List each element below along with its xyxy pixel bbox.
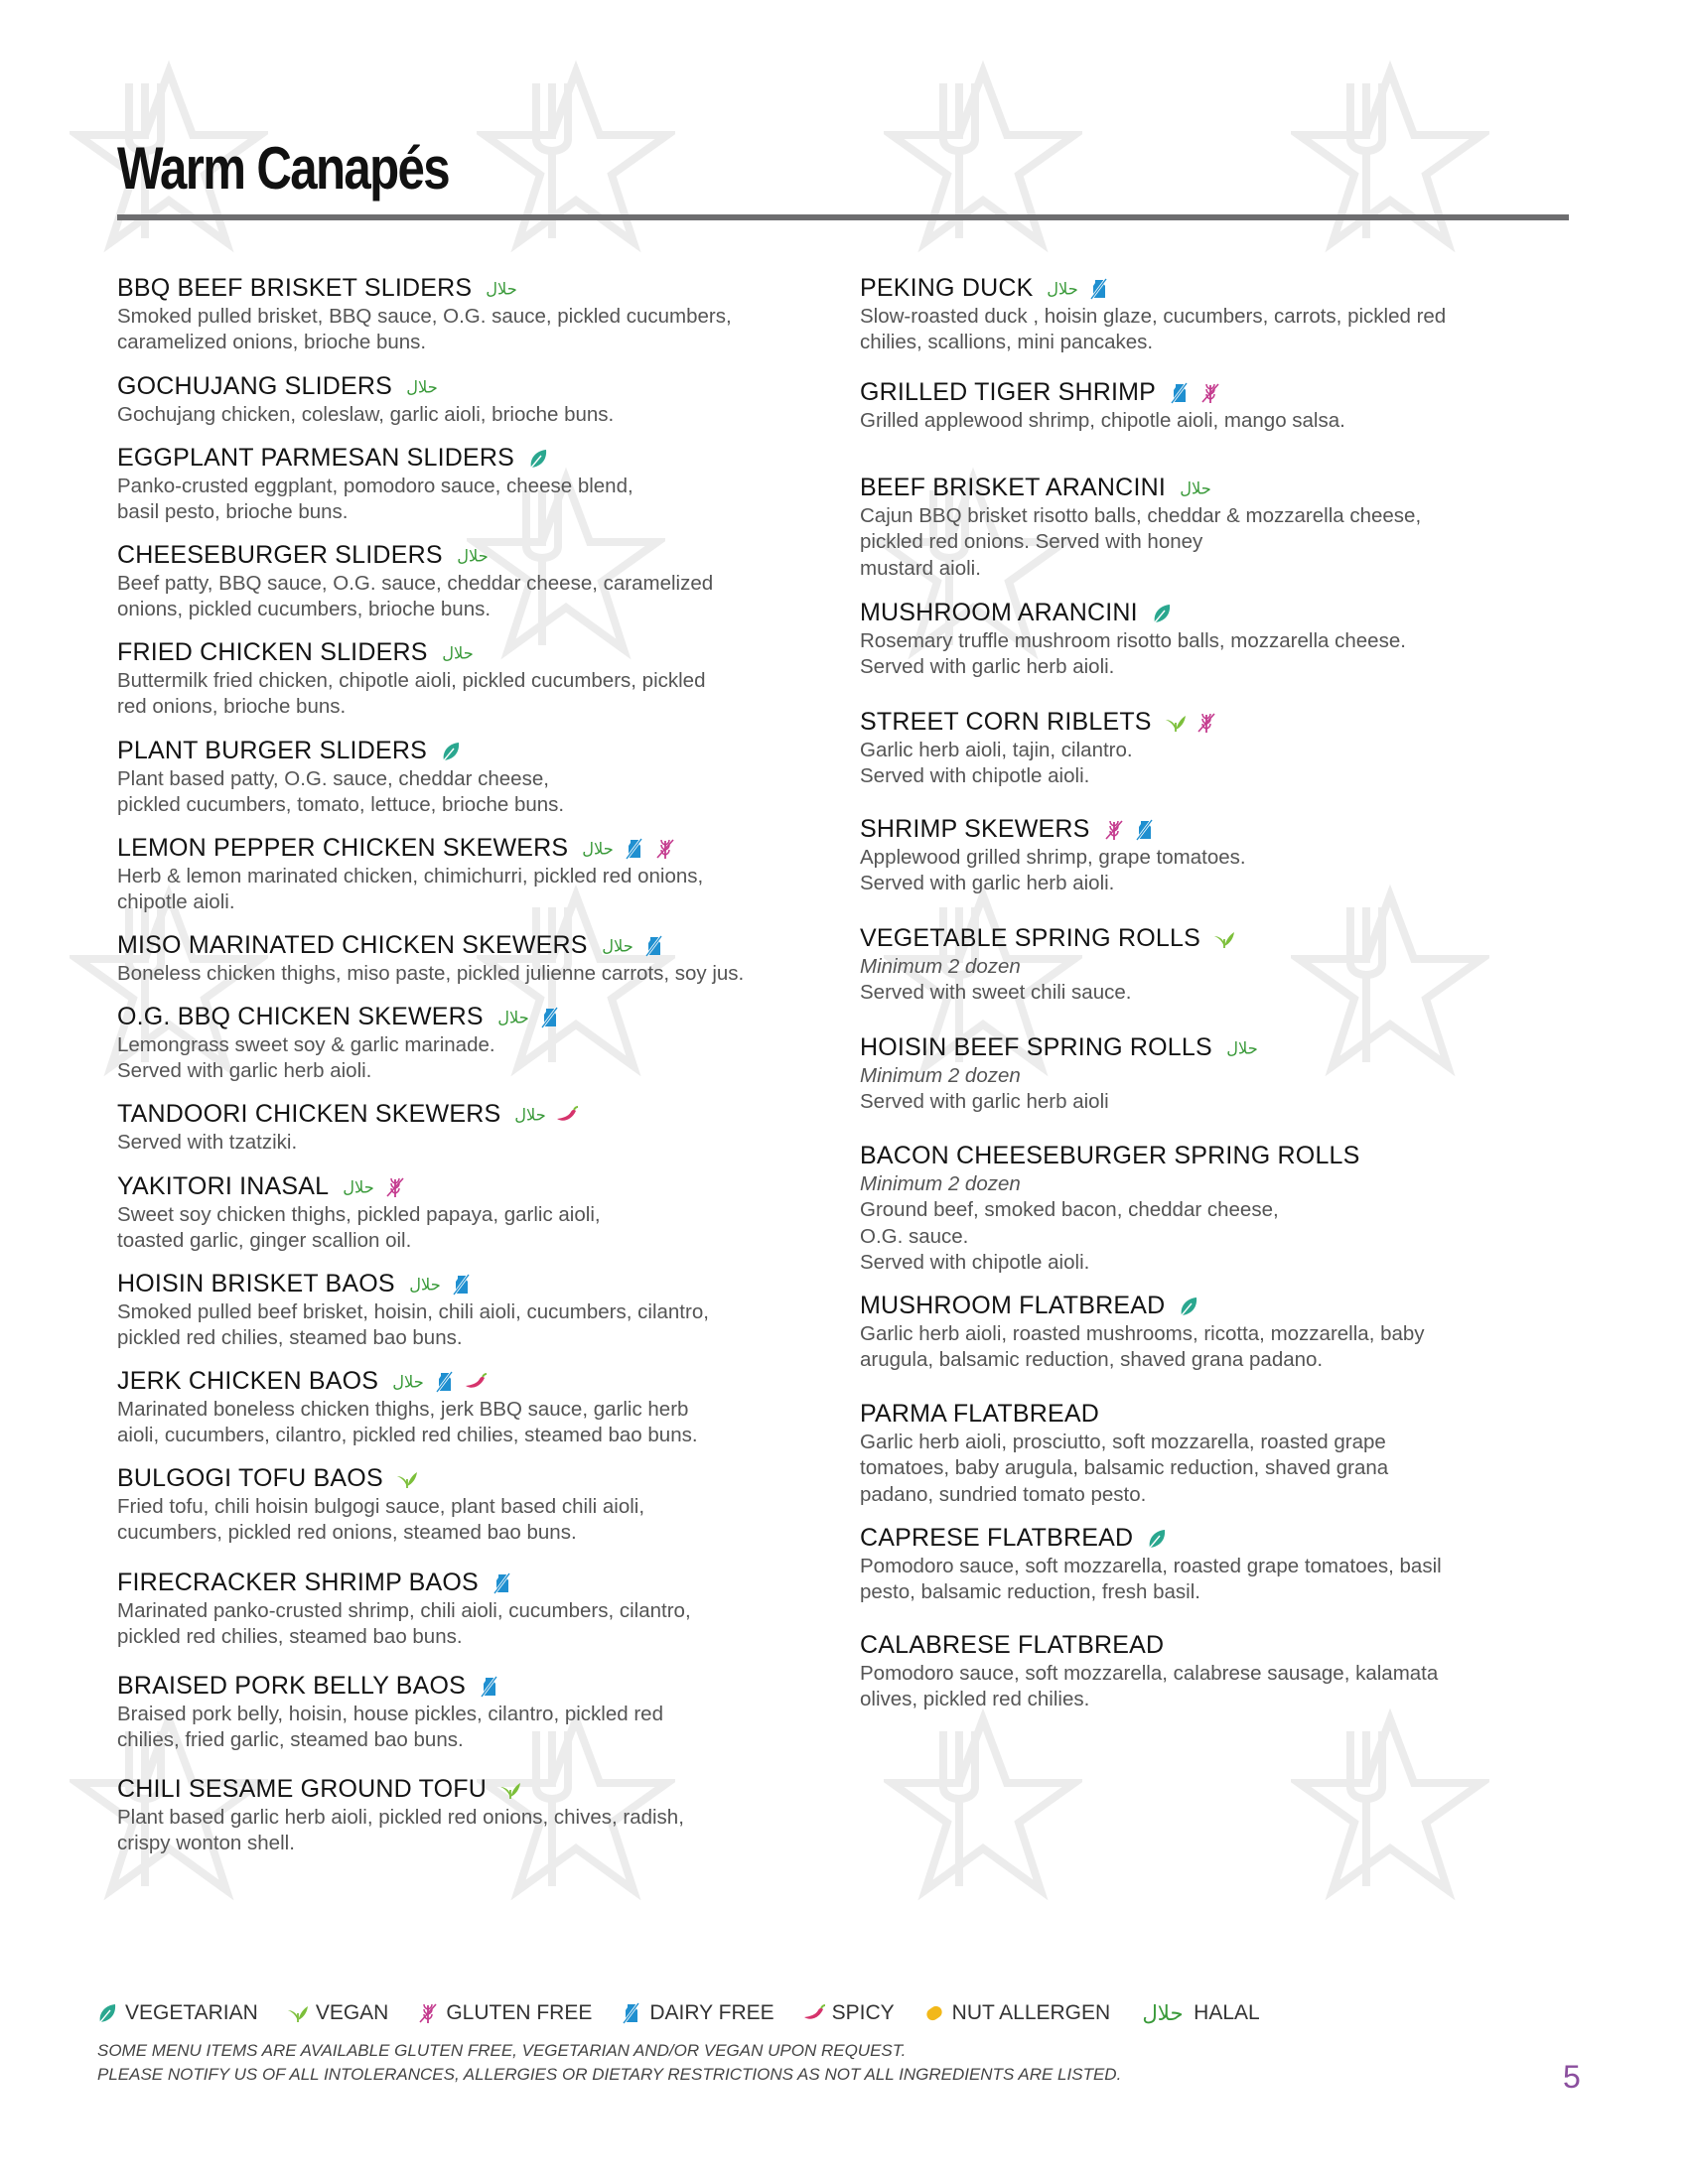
menu-item-description: chilies, scallions, mini pancakes.	[860, 331, 1154, 354]
vegetarian-icon	[439, 740, 463, 763]
menu-item-description: red onions, brioche buns.	[117, 695, 347, 719]
menu-item-description: Cajun BBQ brisket risotto balls, cheddar & mozzarella cheese,	[860, 503, 1422, 527]
dietary-icons	[407, 1269, 481, 1299]
menu-item-title	[860, 706, 1575, 738]
menu-item-title	[117, 832, 832, 864]
dairy-free-icon	[1133, 818, 1157, 842]
halal-glyph: حلال	[514, 1105, 547, 1125]
menu-item	[117, 539, 832, 623]
menu-item	[860, 272, 1575, 356]
halal-glyph: حلال	[392, 1372, 424, 1392]
menu-item-description: Grilled applewood shrimp, chipotle aioli, mango salsa.	[860, 408, 1345, 432]
legend-item	[1138, 2000, 1260, 2026]
menu-item-name: BEEF BRISKET ARANCINI	[860, 473, 1166, 501]
menu-item-description: Plant based patty, O.G. sauce, cheddar cheese,	[117, 766, 549, 790]
menu-item-description: Sweet soy chicken thighs, pickled papaya, garlic aioli,	[117, 1202, 601, 1226]
watermark-icon	[1291, 1707, 1489, 1906]
menu-item-name: PLANT BURGER SLIDERS	[117, 736, 427, 764]
vegan-icon	[1164, 711, 1188, 735]
dietary-icons	[1177, 1291, 1207, 1321]
menu-item-name: CHEESEBURGER SLIDERS	[117, 540, 443, 569]
minimum-order-note: Minimum 2 dozen	[860, 1171, 1021, 1195]
menu-item-title	[860, 813, 1575, 845]
menu-item-title	[860, 922, 1575, 954]
dietary-icons	[1178, 473, 1220, 503]
dairy-free-icon	[1087, 277, 1111, 301]
legend-label: VEGETARIAN	[125, 2001, 258, 2024]
menu-item-name: EGGPLANT PARMESAN SLIDERS	[117, 443, 515, 472]
menu-item-description: pesto, balsamic reduction, fresh basil.	[860, 1580, 1200, 1604]
menu-item-description: Pomodoro sauce, soft mozzarella, calabrese sausage, kalamata	[860, 1661, 1439, 1685]
menu-item-name: PARMA FLATBREAD	[860, 1399, 1100, 1428]
dietary-icons	[478, 1671, 508, 1702]
menu-item-description: pickled red chilies, steamed bao buns.	[117, 1625, 463, 1649]
menu-item-title	[117, 539, 832, 571]
menu-item-description: mustard aioli.	[860, 556, 981, 580]
menu-item-title	[860, 1398, 1575, 1430]
gluten-free-icon	[383, 1175, 407, 1199]
menu-item-title	[860, 472, 1575, 503]
halal-glyph: حلال	[441, 643, 474, 663]
dietary-legend	[95, 1997, 1288, 2029]
menu-item-description: olives, pickled red chilies.	[860, 1688, 1090, 1711]
menu-item-title	[860, 1629, 1575, 1661]
menu-item-name: PEKING DUCK	[860, 273, 1034, 302]
menu-item-name: CALABRESE FLATBREAD	[860, 1630, 1165, 1659]
legend-label: NUT ALLERGEN	[951, 2001, 1111, 2024]
menu-item	[117, 1773, 832, 1857]
menu-item-description: Marinated panko-crusted shrimp, chili aioli, cucumbers, cilantro,	[117, 1598, 691, 1622]
menu-item-description: basil pesto, brioche buns.	[117, 500, 349, 524]
dietary-icons	[439, 736, 470, 766]
dairy-free-icon	[623, 837, 646, 861]
halal-glyph: حلال	[456, 546, 489, 566]
menu-item	[117, 1670, 832, 1754]
dietary-icons	[395, 1463, 426, 1494]
footnote-line-2: PLEASE NOTIFY US OF ALL INTOLERANCES, ALLERGIES OR DIETARY RESTRICTIONS AS NOT ALL INGREDIENTS ARE LISTED.	[97, 2065, 1122, 2084]
menu-item-title	[860, 597, 1575, 628]
menu-item-name: VEGETABLE SPRING ROLLS	[860, 923, 1200, 952]
dietary-icons	[526, 443, 557, 474]
dietary-icons	[1150, 598, 1181, 628]
vegetarian-icon	[1177, 1295, 1200, 1318]
dietary-icons	[1212, 923, 1243, 954]
halal-glyph: حلال	[1226, 1038, 1258, 1058]
menu-item-title	[860, 1031, 1575, 1063]
watermark-icon	[884, 1707, 1082, 1906]
halal-glyph: حلال	[1142, 2001, 1184, 2026]
dietary-icons	[404, 371, 447, 402]
dairy-free-icon	[478, 1675, 501, 1699]
menu-item-description: Garlic herb aioli, tajin, cilantro.	[860, 738, 1133, 761]
menu-item-name: YAKITORI INASAL	[117, 1171, 330, 1200]
menu-item-description: pickled red chilies, steamed bao buns.	[117, 1326, 463, 1350]
menu-item-name: BBQ BEEF BRISKET SLIDERS	[117, 273, 473, 302]
halal-icon	[512, 1105, 548, 1125]
dietary-icons	[1164, 707, 1225, 738]
menu-item-description: Smoked pulled beef brisket, hoisin, chili aioli, cucumbers, cilantro,	[117, 1299, 709, 1323]
menu-item-description: Boneless chicken thighs, miso paste, pickled julienne carrots, soy jus.	[117, 961, 745, 985]
gluten-free-icon	[653, 837, 677, 861]
dietary-icons	[498, 1774, 529, 1805]
menu-item-description: onions, pickled cucumbers, brioche buns.	[117, 598, 492, 621]
menu-item-description: pickled cucumbers, tomato, lettuce, brioche buns.	[117, 793, 565, 817]
halal-glyph: حلال	[582, 839, 615, 859]
legend-item	[286, 2001, 389, 2025]
menu-item-title	[117, 1462, 832, 1494]
menu-item	[860, 1031, 1575, 1116]
gluten-free-icon	[416, 2001, 440, 2025]
menu-item	[117, 1567, 832, 1651]
dietary-icons	[1145, 1523, 1176, 1554]
menu-item	[860, 706, 1575, 790]
halal-icon	[1138, 2000, 1188, 2026]
menu-item-title	[117, 1365, 832, 1397]
menu-item	[117, 1365, 832, 1449]
dairy-free-icon	[450, 1273, 474, 1297]
nut-allergen-icon	[922, 2001, 946, 2025]
legend-label: DAIRY FREE	[649, 2001, 774, 2024]
menu-item	[117, 1462, 832, 1547]
menu-item-name: BULGOGI TOFU BAOS	[117, 1463, 383, 1492]
menu-item-title	[117, 1170, 832, 1202]
menu-item-description: tomatoes, baby arugula, balsamic reduction, shaved grana	[860, 1456, 1389, 1480]
menu-item-description: O.G. sauce.	[860, 1224, 969, 1248]
halal-icon	[390, 1372, 426, 1392]
menu-item-title	[117, 442, 832, 474]
menu-item-description: Applewood grilled shrimp, grape tomatoes.	[860, 845, 1246, 869]
minimum-order-note: Minimum 2 dozen	[860, 954, 1021, 978]
vegetarian-icon	[1145, 1527, 1169, 1551]
spicy-icon	[464, 1370, 488, 1394]
menu-item-description: Marinated boneless chicken thighs, jerk BBQ sauce, garlic herb	[117, 1397, 689, 1421]
vegan-icon	[286, 2001, 310, 2025]
menu-item-name: HOISIN BEEF SPRING ROLLS	[860, 1032, 1212, 1061]
menu-item-description: chipotle aioli.	[117, 890, 235, 914]
menu-item-name: BACON CHEESEBURGER SPRING ROLLS	[860, 1141, 1360, 1169]
gluten-free-icon	[1102, 818, 1126, 842]
halal-glyph: حلال	[1047, 279, 1079, 299]
menu-item	[117, 442, 832, 526]
page-title: Warm Canapés	[117, 135, 449, 202]
menu-item-description: cucumbers, pickled red onions, steamed bao buns.	[117, 1521, 577, 1545]
menu-item	[860, 597, 1575, 681]
menu-item-title	[860, 272, 1575, 304]
halal-icon	[1045, 279, 1080, 299]
menu-item-name: GOCHUJANG SLIDERS	[117, 371, 393, 400]
menu-item	[117, 1098, 832, 1156]
menu-item-title	[117, 370, 832, 402]
menu-item-name: LEMON PEPPER CHICKEN SKEWERS	[117, 833, 569, 862]
menu-item	[860, 1140, 1575, 1277]
halal-icon	[455, 546, 491, 566]
legend-label: SPICY	[831, 2001, 895, 2024]
menu-item-description: Rosemary truffle mushroom risotto balls, mozzarella cheese.	[860, 628, 1406, 652]
legend-item	[620, 2001, 774, 2025]
menu-item-description: Panko-crusted eggplant, pomodoro sauce, cheese blend,	[117, 474, 633, 497]
menu-item-description: Served with garlic herb aioli.	[117, 1059, 372, 1083]
halal-icon	[404, 377, 440, 397]
menu-item-name: GRILLED TIGER SHRIMP	[860, 377, 1157, 406]
menu-item	[117, 1170, 832, 1255]
menu-item	[860, 1522, 1575, 1606]
menu-item-name: STREET CORN RIBLETS	[860, 707, 1152, 736]
watermark-icon	[1291, 60, 1489, 258]
menu-item	[117, 272, 832, 356]
menu-item-description: Served with garlic herb aioli	[860, 1090, 1109, 1114]
menu-item-description: Served with tzatziki.	[117, 1130, 298, 1154]
menu-item-name: JERK CHICKEN BAOS	[117, 1366, 379, 1395]
menu-item	[117, 636, 832, 721]
menu-item-title	[117, 1670, 832, 1702]
dietary-icons	[1224, 1032, 1267, 1063]
dietary-icons	[1102, 814, 1164, 845]
menu-item-name: MUSHROOM ARANCINI	[860, 598, 1138, 626]
menu-item-description: Braised pork belly, hoisin, house pickles, cilantro, pickled red	[117, 1702, 663, 1725]
menu-item-description: padano, sundried tomato pesto.	[860, 1482, 1147, 1506]
dietary-icons	[1045, 273, 1118, 304]
menu-item-description: Served with garlic herb aioli.	[860, 872, 1115, 895]
menu-item-description: Buttermilk fried chicken, chipotle aioli, pickled cucumbers, pickled	[117, 668, 706, 692]
halal-icon	[495, 1008, 531, 1027]
menu-item-title	[117, 1773, 832, 1805]
dairy-free-icon	[1168, 381, 1192, 405]
menu-item	[117, 735, 832, 819]
gluten-free-icon	[1195, 711, 1218, 735]
spicy-icon	[555, 1103, 579, 1127]
menu-item-description: toasted garlic, ginger scallion oil.	[117, 1229, 412, 1253]
menu-item-title	[860, 1290, 1575, 1321]
halal-glyph: حلال	[601, 936, 633, 956]
menu-item-title	[117, 272, 832, 304]
halal-icon	[1178, 478, 1213, 498]
menu-item	[117, 929, 832, 987]
menu-item-name: HOISIN BRISKET BAOS	[117, 1269, 395, 1297]
menu-item-description: Served with sweet chili sauce.	[860, 981, 1132, 1005]
legend-label: GLUTEN FREE	[446, 2001, 593, 2024]
halal-icon	[600, 936, 635, 956]
menu-item-description: Herb & lemon marinated chicken, chimichurri, pickled red onions,	[117, 864, 704, 887]
menu-item	[860, 922, 1575, 1007]
menu-item-description: Smoked pulled brisket, BBQ sauce, O.G. sauce, pickled cucumbers,	[117, 304, 732, 328]
menu-item-description: arugula, balsamic reduction, shaved grana padano.	[860, 1348, 1324, 1372]
vegetarian-icon	[526, 447, 550, 471]
menu-item-description: Served with chipotle aioli.	[860, 1251, 1090, 1275]
legend-item	[95, 2001, 258, 2025]
halal-icon	[484, 279, 519, 299]
halal-glyph: حلال	[343, 1177, 374, 1197]
menu-item-title	[117, 636, 832, 668]
halal-icon	[341, 1177, 376, 1197]
dairy-free-icon	[620, 2001, 643, 2025]
menu-item-name: FIRECRACKER SHRIMP BAOS	[117, 1568, 479, 1596]
dietary-icons	[341, 1171, 414, 1202]
menu-item-name: O.G. BBQ CHICKEN SKEWERS	[117, 1002, 484, 1030]
menu-item	[117, 1268, 832, 1352]
spicy-icon	[802, 2001, 826, 2025]
dietary-icons	[455, 540, 497, 571]
legend-item	[922, 2001, 1111, 2025]
menu-item	[860, 813, 1575, 897]
menu-item	[117, 370, 832, 428]
menu-item-name: TANDOORI CHICKEN SKEWERS	[117, 1099, 501, 1128]
menu-item-name: MUSHROOM FLATBREAD	[860, 1291, 1166, 1319]
menu-item-description: crispy wonton shell.	[117, 1832, 295, 1855]
menu-item-name: BRAISED PORK BELLY BAOS	[117, 1671, 467, 1700]
menu-item	[117, 832, 832, 916]
footnote-line-1: SOME MENU ITEMS ARE AVAILABLE GLUTEN FREE, VEGETARIAN AND/OR VEGAN UPON REQUEST.	[97, 2041, 907, 2060]
menu-item-description: caramelized onions, brioche buns.	[117, 331, 427, 354]
menu-item-title	[117, 1567, 832, 1598]
dietary-icons	[491, 1568, 521, 1598]
vegan-icon	[1212, 927, 1236, 951]
menu-item-name: CHILI SESAME GROUND TOFU	[117, 1774, 487, 1803]
menu-item-description: Garlic herb aioli, roasted mushrooms, ricotta, mozzarella, baby	[860, 1321, 1425, 1345]
dairy-free-icon	[538, 1006, 562, 1029]
menu-item-description: Served with garlic herb aioli.	[860, 655, 1115, 679]
halal-icon	[580, 839, 616, 859]
menu-item-description: chilies, fried garlic, steamed bao buns.	[117, 1728, 464, 1752]
menu-item-name: SHRIMP SKEWERS	[860, 814, 1090, 843]
vegan-icon	[498, 1778, 522, 1802]
menu-item	[860, 1290, 1575, 1374]
menu-item-description: Served with chipotle aioli.	[860, 764, 1090, 788]
vegetarian-icon	[95, 2001, 119, 2025]
menu-item-description: Slow-roasted duck , hoisin glaze, cucumbers, carrots, pickled red	[860, 304, 1447, 328]
halal-glyph: حلال	[486, 279, 517, 299]
page-number: 5	[1563, 2059, 1581, 2095]
menu-item-description: Gochujang chicken, coleslaw, garlic aioli, brioche buns.	[117, 402, 615, 426]
menu-item-description: Garlic herb aioli, prosciutto, soft mozzarella, roasted grape	[860, 1430, 1386, 1453]
halal-glyph: حلال	[497, 1008, 529, 1027]
menu-item	[117, 1001, 832, 1085]
halal-icon	[1224, 1038, 1260, 1058]
halal-glyph: حلال	[1180, 478, 1211, 498]
dairy-free-icon	[642, 934, 666, 958]
dietary-icons	[495, 1002, 569, 1032]
menu-item	[860, 472, 1575, 582]
menu-item-description: Beef patty, BBQ sauce, O.G. sauce, cheddar cheese, caramelized	[117, 571, 714, 595]
vegan-icon	[395, 1467, 419, 1491]
watermark-icon	[884, 60, 1082, 258]
legend-item	[416, 2001, 592, 2025]
menu-item-description: Lemongrass sweet soy & garlic marinade.	[117, 1032, 495, 1056]
dietary-icons	[484, 273, 526, 304]
dietary-icons	[440, 637, 483, 668]
menu-item	[860, 376, 1575, 434]
menu-item-title	[117, 929, 832, 961]
menu-item-title	[117, 735, 832, 766]
legend-label: HALAL	[1194, 2001, 1260, 2024]
halal-icon	[407, 1275, 443, 1295]
menu-item-title	[860, 376, 1575, 408]
legend-label: VEGAN	[315, 2001, 389, 2024]
gluten-free-icon	[1198, 381, 1222, 405]
dietary-icons	[390, 1366, 494, 1397]
menu-item	[860, 1398, 1575, 1508]
dairy-free-icon	[433, 1370, 457, 1394]
dairy-free-icon	[491, 1571, 514, 1595]
legend-item	[802, 2001, 895, 2025]
menu-item-name: FRIED CHICKEN SLIDERS	[117, 637, 428, 666]
menu-item-description: Plant based garlic herb aioli, pickled red onions, chives, radish,	[117, 1805, 684, 1829]
menu-item-title	[117, 1098, 832, 1130]
vegetarian-icon	[1150, 602, 1174, 625]
menu-item-description: Ground beef, smoked bacon, cheddar cheese,	[860, 1198, 1279, 1222]
menu-item-description: pickled red onions. Served with honey	[860, 530, 1203, 554]
halal-glyph: حلال	[406, 377, 438, 397]
menu-item-title	[860, 1140, 1575, 1171]
minimum-order-note: Minimum 2 dozen	[860, 1063, 1021, 1087]
halal-icon	[440, 643, 476, 663]
menu-item-description: Pomodoro sauce, soft mozzarella, roasted grape tomatoes, basil	[860, 1554, 1442, 1577]
menu-item-name: MISO MARINATED CHICKEN SKEWERS	[117, 930, 588, 959]
menu-item-title	[117, 1001, 832, 1032]
watermark-icon	[477, 60, 675, 258]
dietary-icons	[580, 833, 684, 864]
title-divider	[117, 214, 1569, 220]
menu-item-title	[860, 1522, 1575, 1554]
menu-item-description: aioli, cucumbers, cilantro, pickled red chilies, steamed bao buns.	[117, 1424, 698, 1447]
menu-item-description: Fried tofu, chili hoisin bulgogi sauce, plant based chili aioli,	[117, 1494, 645, 1518]
menu-item-title	[117, 1268, 832, 1299]
dietary-icons	[512, 1099, 586, 1130]
menu-item	[860, 1629, 1575, 1713]
menu-item-name: CAPRESE FLATBREAD	[860, 1523, 1134, 1552]
dietary-icons	[1168, 377, 1229, 408]
dietary-icons	[600, 930, 673, 961]
halal-glyph: حلال	[409, 1275, 441, 1295]
